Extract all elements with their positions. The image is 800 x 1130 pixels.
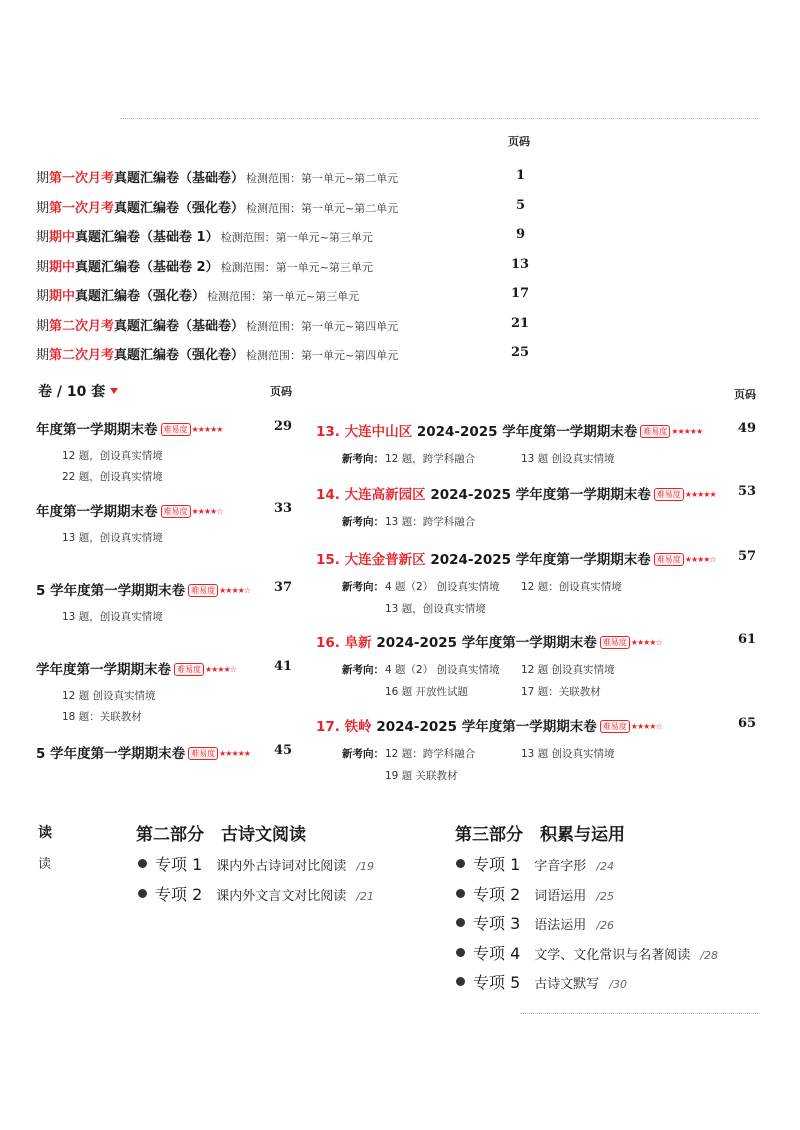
final-exam-number: 15. xyxy=(316,552,345,568)
topic-label: 专项 1 xyxy=(473,855,521,874)
final-exam-note: 13 题，创设真实情境 xyxy=(62,532,163,544)
final-exam-page: 33 xyxy=(274,501,293,516)
topic-label: 专项 2 xyxy=(473,884,521,904)
exam-row-title: 真题汇编卷（强化卷） xyxy=(114,348,245,363)
topic-label: 专项 2 xyxy=(155,885,203,904)
final-exam-page: 29 xyxy=(274,419,293,434)
final-exam-title: 学年度第一学期期末卷 xyxy=(36,662,171,678)
final-exam-note: 12 题，创设真实情境 xyxy=(62,450,163,462)
final-exam-number: 14. xyxy=(316,487,345,503)
topic-name: 语法运用 xyxy=(534,918,587,933)
topic-page: /24 xyxy=(596,860,614,873)
final-exam-page: 49 xyxy=(738,421,757,436)
new-direction-label: 新考向： xyxy=(342,664,384,676)
topic-item[interactable] xyxy=(456,852,614,875)
exam-row-title: 真题汇编卷（基础卷 1） xyxy=(75,230,219,245)
final-exam-title: 年度第一学期期末卷 xyxy=(36,422,158,438)
new-direction-label: 新考向： xyxy=(342,581,384,593)
final-exam-item[interactable] xyxy=(316,548,716,568)
topic-item[interactable] xyxy=(138,852,374,875)
topic-page: /21 xyxy=(356,890,374,903)
exam-row-type: 期中 xyxy=(49,289,76,304)
exam-set-header xyxy=(38,381,118,401)
difficulty-badge xyxy=(654,553,716,566)
topic-name: 文学、文化常识与名著阅读 xyxy=(534,947,691,963)
difficulty-badge xyxy=(600,636,662,649)
final-exam-number: 16. xyxy=(316,635,345,651)
new-direction-note: 13 题：跨学科融合 xyxy=(385,516,476,528)
difficulty-stars-icon: ★★★★★ xyxy=(219,749,250,758)
bullet-icon xyxy=(456,977,465,986)
difficulty-stars-icon: ★★★★☆ xyxy=(219,586,250,595)
exam-row[interactable] xyxy=(36,344,398,363)
exam-row-title: 真题汇编卷（基础卷 2） xyxy=(75,259,219,275)
bullet-icon xyxy=(456,918,465,927)
new-direction-note: 12 题：创设真实情境 xyxy=(521,581,622,593)
exam-row-page: 13 xyxy=(511,256,530,272)
new-direction-note: 16 题 开放性试题 xyxy=(385,686,469,698)
topic-name: 课内外古诗词对比阅读 xyxy=(216,859,347,874)
exam-row-type: 第一次月考 xyxy=(49,171,115,186)
page-column-header: 页码 xyxy=(508,135,530,148)
exam-row-page: 17 xyxy=(511,286,530,301)
final-exam-region: 大连高新园区 xyxy=(344,487,431,503)
difficulty-label: 难易度 xyxy=(640,425,670,438)
page-column-header-right: 页码 xyxy=(734,388,756,401)
final-exam-title: 2024-2025 学年度第一学期期末卷 xyxy=(376,635,597,651)
caret-down-icon xyxy=(110,388,118,394)
exam-row-prefix: 期 xyxy=(36,230,50,245)
final-exam-page: 45 xyxy=(274,743,293,758)
final-exam-title: 2024-2025 学年度第一学期期末卷 xyxy=(376,719,597,735)
bottom-dotted-rule xyxy=(520,1013,760,1014)
difficulty-label: 难易度 xyxy=(174,663,204,676)
final-exam-note: 13 题，创设真实情境 xyxy=(62,611,163,623)
exam-row-prefix: 期 xyxy=(36,289,50,304)
difficulty-badge xyxy=(654,488,716,501)
new-direction-note: 19 题 关联教材 xyxy=(385,770,458,782)
page-column-header-left: 页码 xyxy=(270,385,292,398)
difficulty-label: 难易度 xyxy=(600,636,630,649)
difficulty-badge xyxy=(174,663,236,676)
exam-row-prefix: 期 xyxy=(36,259,50,275)
topic-label: 专项 1 xyxy=(155,855,203,874)
exam-row-scope: 检测范围：第一单元~第四单元 xyxy=(246,319,399,333)
final-exam-page: 37 xyxy=(274,580,293,595)
final-exam-region: 大连金普新区 xyxy=(344,552,431,568)
final-exam-title: 2024-2025 学年度第一学期期末卷 xyxy=(416,424,638,440)
new-direction-note: 13 题，创设真实情境 xyxy=(385,603,486,615)
topic-name: 字音字形 xyxy=(534,859,587,874)
difficulty-badge xyxy=(640,425,702,438)
difficulty-label: 难易度 xyxy=(161,505,191,518)
exam-row-type: 期中 xyxy=(49,259,76,275)
topic-page: /30 xyxy=(609,978,627,991)
final-exam-title: 5 学年度第一学期期末卷 xyxy=(36,746,186,762)
topic-item[interactable] xyxy=(456,882,614,905)
exam-row[interactable] xyxy=(36,256,373,275)
final-exam-page: 53 xyxy=(738,484,757,499)
final-exam-number: 17. xyxy=(316,719,345,735)
topic-label: 专项 3 xyxy=(473,914,521,933)
part3-title: 第三部分 积累与运用 xyxy=(455,825,625,845)
final-exam-item[interactable] xyxy=(36,658,236,678)
difficulty-stars-icon: ★★★★★ xyxy=(191,425,223,434)
new-direction-note: 12 题 创设真实情境 xyxy=(521,664,615,676)
topic-page: /19 xyxy=(356,860,374,873)
exam-row-title: 真题汇编卷（基础卷） xyxy=(114,171,245,186)
final-exam-region: 阜新 xyxy=(344,635,377,651)
difficulty-stars-icon: ★★★★☆ xyxy=(630,638,662,647)
new-direction-label: 新考向： xyxy=(342,453,384,465)
final-exam-number: 13. xyxy=(316,424,345,440)
bullet-icon xyxy=(456,859,465,868)
final-exam-title: 2024-2025 学年度第一学期期末卷 xyxy=(430,487,651,503)
final-exam-item[interactable] xyxy=(316,420,702,440)
exam-row-type: 第二次月考 xyxy=(49,348,115,363)
exam-row-scope: 检测范围：第一单元~第三单元 xyxy=(220,260,373,274)
left-edge-fragment-bottom: 读 xyxy=(38,857,52,872)
difficulty-label: 难易度 xyxy=(654,553,684,566)
difficulty-label: 难易度 xyxy=(188,747,218,760)
exam-row-page: 21 xyxy=(511,315,530,331)
new-direction-note: 4 题（2） 创设真实情境 xyxy=(385,664,500,676)
difficulty-badge xyxy=(161,423,223,436)
difficulty-label: 难易度 xyxy=(188,584,218,597)
new-direction-note: 12 题：跨学科融合 xyxy=(385,748,476,760)
final-exam-note: 12 题 创设真实情境 xyxy=(62,690,156,702)
topic-name: 课内外文言文对比阅读 xyxy=(216,889,347,904)
final-exam-item[interactable] xyxy=(36,418,222,438)
exam-row-scope: 检测范围：第一单元~第二单元 xyxy=(246,172,399,185)
topic-item[interactable] xyxy=(456,941,718,964)
difficulty-stars-icon: ★★★★☆ xyxy=(205,665,236,674)
difficulty-badge xyxy=(600,720,662,733)
exam-row-type: 期中 xyxy=(49,230,76,245)
exam-row-scope: 检测范围：第一单元~第二单元 xyxy=(246,201,399,215)
exam-row[interactable] xyxy=(36,197,398,216)
exam-row-prefix: 期 xyxy=(36,200,50,216)
new-direction-label: 新考向： xyxy=(342,516,384,528)
difficulty-stars-icon: ★★★★☆ xyxy=(684,555,716,564)
final-exam-page: 41 xyxy=(274,659,293,674)
left-edge-fragment-top: 读 xyxy=(38,825,52,841)
exam-row[interactable] xyxy=(36,226,373,245)
final-exam-page: 65 xyxy=(738,716,757,731)
final-exam-item[interactable] xyxy=(36,742,250,762)
exam-row-type: 第一次月考 xyxy=(49,200,115,216)
topic-item[interactable] xyxy=(456,970,627,993)
final-exam-region: 铁岭 xyxy=(344,719,377,735)
difficulty-badge xyxy=(161,505,223,518)
difficulty-stars-icon: ★★★★☆ xyxy=(191,507,223,516)
exam-set-count: 卷 / 10 套 xyxy=(38,384,106,400)
exam-row-prefix: 期 xyxy=(36,318,50,334)
bullet-icon xyxy=(138,859,147,868)
exam-row-scope: 检测范围：第一单元~第三单元 xyxy=(220,231,373,244)
new-direction-note: 13 题 创设真实情境 xyxy=(521,453,615,465)
exam-row-page: 5 xyxy=(516,197,526,213)
topic-name: 古诗文默写 xyxy=(534,977,600,992)
exam-row-prefix: 期 xyxy=(36,348,50,363)
final-exam-region: 大连中山区 xyxy=(344,424,417,440)
exam-row-scope: 检测范围：第一单元~第三单元 xyxy=(207,290,360,303)
final-exam-item[interactable] xyxy=(316,715,662,735)
final-exam-title: 年度第一学期期末卷 xyxy=(36,504,158,520)
final-exam-item[interactable] xyxy=(36,500,222,520)
new-direction-note: 4 题（2） 创设真实情境 xyxy=(385,581,500,593)
final-exam-page: 57 xyxy=(738,549,757,564)
exam-row-type: 第二次月考 xyxy=(49,318,115,334)
new-direction-note: 12 题，跨学科融合 xyxy=(385,453,476,465)
exam-row-title: 真题汇编卷（强化卷） xyxy=(114,200,245,216)
bullet-icon xyxy=(138,889,147,898)
topic-page: /25 xyxy=(596,889,614,903)
exam-row-title: 真题汇编卷（基础卷） xyxy=(114,318,245,334)
topic-page: /26 xyxy=(596,919,614,932)
final-exam-item[interactable] xyxy=(316,483,716,503)
final-exam-item[interactable] xyxy=(316,631,662,651)
bullet-icon xyxy=(456,889,465,898)
difficulty-label: 难易度 xyxy=(654,488,684,501)
topic-label: 专项 5 xyxy=(473,973,521,992)
difficulty-label: 难易度 xyxy=(161,423,191,436)
difficulty-badge xyxy=(188,747,250,760)
exam-row-title: 真题汇编卷（强化卷） xyxy=(75,289,206,304)
final-exam-note: 18 题：关联教材 xyxy=(62,711,142,723)
exam-row-page: 25 xyxy=(511,345,530,360)
new-direction-note: 17 题：关联教材 xyxy=(521,686,601,698)
topic-label: 专项 4 xyxy=(473,943,521,963)
bullet-icon xyxy=(456,948,465,957)
exam-row[interactable] xyxy=(36,315,398,334)
topic-page: /28 xyxy=(700,948,718,962)
part2-title: 第二部分 古诗文阅读 xyxy=(136,825,306,845)
final-exam-title: 2024-2025 学年度第一学期期末卷 xyxy=(430,552,651,568)
exam-row-prefix: 期 xyxy=(36,171,50,186)
final-exam-page: 61 xyxy=(738,632,757,647)
difficulty-stars-icon: ★★★★★ xyxy=(671,427,703,436)
final-exam-title: 5 学年度第一学期期末卷 xyxy=(36,583,186,599)
topic-item[interactable] xyxy=(456,911,614,934)
final-exam-note: 22 题，创设真实情境 xyxy=(62,471,163,483)
exam-row-page: 1 xyxy=(516,168,526,183)
topic-name: 词语运用 xyxy=(534,888,587,904)
difficulty-stars-icon: ★★★★☆ xyxy=(630,722,662,731)
exam-row[interactable] xyxy=(36,285,359,304)
exam-row-scope: 检测范围：第一单元~第四单元 xyxy=(246,349,399,362)
difficulty-badge xyxy=(188,584,250,597)
new-direction-note: 13 题 创设真实情境 xyxy=(521,748,615,760)
difficulty-label: 难易度 xyxy=(600,720,630,733)
difficulty-stars-icon: ★★★★★ xyxy=(684,490,716,499)
top-dotted-rule xyxy=(120,118,760,119)
new-direction-label: 新考向： xyxy=(342,748,384,760)
topic-item[interactable] xyxy=(138,882,374,905)
exam-row[interactable] xyxy=(36,167,398,186)
final-exam-item[interactable] xyxy=(36,579,250,599)
exam-row-page: 9 xyxy=(516,227,526,242)
